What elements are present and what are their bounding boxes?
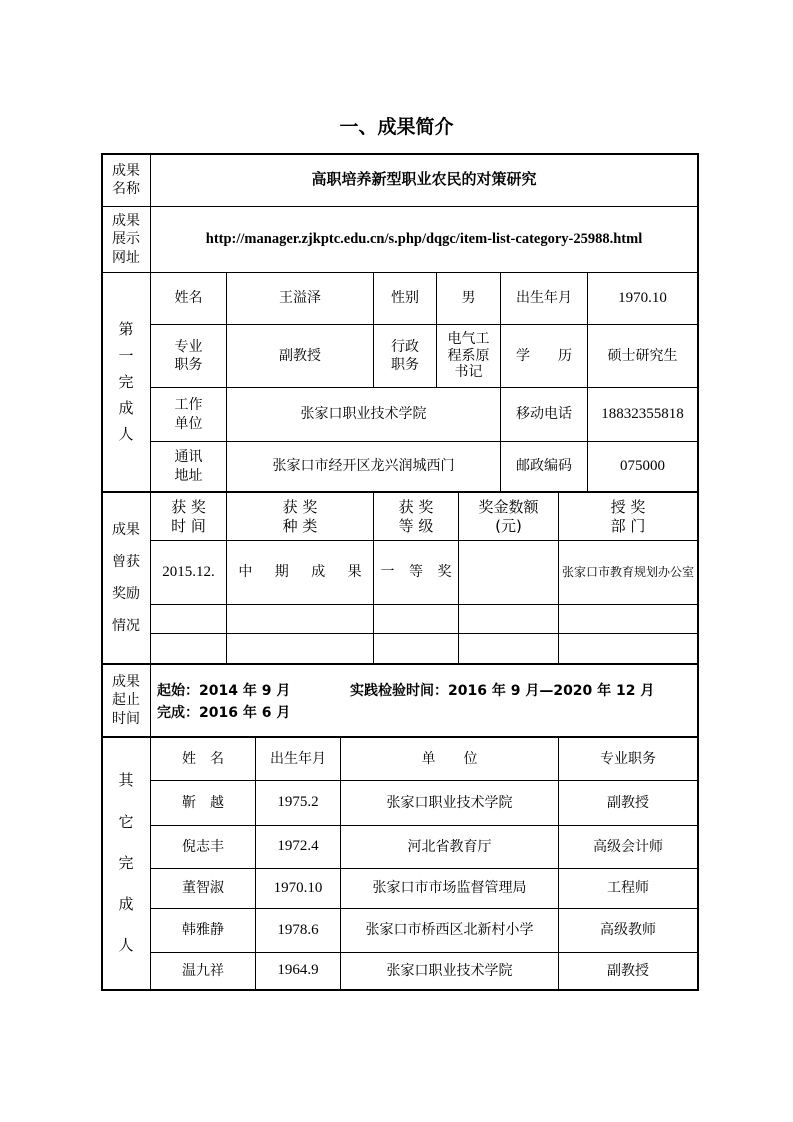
- awards-header-level: [374, 493, 458, 540]
- other-name: 温九祥: [182, 962, 224, 979]
- other-title: 高级教师: [600, 922, 656, 939]
- label-line: 职务: [391, 357, 419, 373]
- label-line: 职务: [174, 357, 203, 373]
- label-line: 奖励: [112, 586, 140, 602]
- award-dept: 张家口市教育规划办公室: [561, 564, 694, 579]
- edu-value: 硕士研究生: [607, 347, 678, 364]
- award-type: 中 期 成 果: [238, 564, 362, 581]
- admin-value: [437, 325, 500, 387]
- other-title: 工程师: [607, 880, 649, 897]
- row-divider: [150, 633, 698, 634]
- row-divider: [101, 663, 698, 665]
- award-amount: [459, 541, 558, 604]
- period-practice: 实践检验时间：2016 年 9 月—2020 年 12 月: [350, 683, 655, 699]
- address-value: 张家口市经开区龙兴润城西门: [272, 458, 455, 475]
- value-line: 书记: [454, 364, 483, 381]
- label-line: 地址: [174, 467, 203, 484]
- header-line: 时 间: [171, 516, 206, 535]
- other-unit: 张家口市市场监督管理局: [372, 880, 527, 897]
- birth-value: 1970.10: [618, 289, 667, 306]
- other-birth: 1978.6: [277, 921, 319, 938]
- header-line: 获 奖: [282, 497, 318, 516]
- other-unit: 张家口市桥西区北新村小学: [365, 922, 534, 939]
- other-unit: 河北省教育厅: [407, 838, 492, 855]
- label-line: 人: [118, 425, 134, 444]
- label-line: 名称: [112, 181, 140, 197]
- header-line: 获 奖: [398, 497, 434, 516]
- gender-label: 性别: [391, 290, 419, 307]
- header-line: 授 奖: [610, 497, 646, 516]
- label-line: 成: [118, 399, 134, 418]
- work-value: 张家口职业技术学院: [300, 406, 427, 423]
- other-unit: 张家口职业技术学院: [386, 962, 513, 979]
- others-header-name: 姓 名: [182, 750, 224, 767]
- gender-value: 男: [461, 290, 476, 307]
- table-border-bottom: [101, 989, 699, 991]
- row-divider: [150, 604, 698, 605]
- url-label: [102, 207, 150, 272]
- label-line: 情况: [112, 618, 140, 635]
- period-start: 起始：2014 年 9 月: [157, 683, 291, 699]
- label-line: 起止: [112, 692, 140, 709]
- birth-label: 出生年月: [516, 290, 572, 307]
- label-line: 成果: [112, 674, 140, 691]
- label-line: 时间: [112, 710, 140, 727]
- award-level: 一 等 奖: [380, 564, 452, 581]
- awards-header-amount: [459, 493, 558, 540]
- awards-header-time: [151, 493, 226, 540]
- label-line: 成果: [112, 162, 140, 179]
- other-unit: 张家口职业技术学院: [386, 794, 513, 811]
- header-line: (元): [495, 516, 522, 535]
- other-birth: 1964.9: [277, 962, 319, 979]
- other-name: 靳 越: [182, 794, 224, 811]
- address-label: [151, 442, 226, 491]
- first-person-label: [102, 273, 150, 491]
- name-label: [102, 154, 150, 206]
- label-line: 它: [118, 812, 134, 831]
- label-line: 完: [118, 853, 134, 872]
- header-line: 部 门: [610, 516, 646, 535]
- label-line: 专业: [174, 338, 203, 355]
- header-line: 获 奖: [171, 497, 206, 516]
- label-line: 曾获: [112, 553, 140, 570]
- label-line: 完: [118, 372, 134, 391]
- label-line: 展示: [112, 231, 140, 248]
- label-line: 通讯: [174, 449, 203, 466]
- others-header-title: 专业职务: [600, 750, 656, 767]
- name-value: 王溢泽: [279, 290, 321, 307]
- label-line: 行政: [391, 338, 419, 355]
- other-name: 董智淑: [182, 880, 224, 897]
- label-line: 成果: [112, 213, 140, 230]
- work-label: [151, 388, 226, 441]
- admin-label: [374, 325, 436, 387]
- table-border-right: [697, 153, 699, 991]
- mobile-label: 移动电话: [516, 406, 572, 423]
- other-title: 副教授: [607, 962, 649, 979]
- title-label: [151, 325, 226, 387]
- value-line: 程系原: [447, 347, 490, 364]
- label-line: 一: [118, 346, 134, 365]
- label-line: 第: [118, 320, 134, 339]
- label-line: 其: [118, 771, 134, 790]
- page-title: 一、成果简介: [339, 116, 454, 138]
- other-title: 副教授: [607, 794, 649, 811]
- achievement-name: 高职培养新型职业农民的对策研究: [311, 170, 537, 189]
- label-line: 成果: [112, 521, 140, 538]
- period-end: 完成：2016 年 6 月: [157, 705, 291, 721]
- achievement-url[interactable]: http://manager.zjkptc.edu.cn/s.php/dqgc/item-list-category-25988.html: [205, 231, 643, 248]
- title-value: 副教授: [279, 347, 321, 364]
- header-line: 种 类: [282, 516, 318, 535]
- label-line: 网址: [112, 249, 140, 266]
- awards-header-type: [227, 493, 373, 540]
- header-line: 奖金数额: [478, 497, 539, 516]
- label-line: 成: [118, 895, 134, 914]
- value-line: 电气工: [447, 330, 490, 347]
- others-header-birth: 出生年月: [270, 750, 326, 767]
- header-line: 等 级: [398, 516, 434, 535]
- other-birth: 1970.10: [273, 879, 323, 896]
- edu-label: 学 历: [516, 347, 572, 364]
- others-label: [102, 738, 150, 989]
- postcode-label: 邮政编码: [516, 458, 572, 475]
- other-birth: 1975.2: [277, 794, 319, 811]
- other-title: 高级会计师: [593, 838, 663, 855]
- awards-header-dept: [559, 493, 697, 540]
- mobile-value: 18832355818: [601, 405, 684, 422]
- label-line: 人: [118, 936, 134, 955]
- other-name: 倪志丰: [182, 838, 224, 855]
- awards-label: [102, 493, 150, 663]
- postcode-value: 075000: [620, 457, 665, 474]
- other-birth: 1972.4: [277, 838, 319, 855]
- period-label: [102, 665, 150, 736]
- label-line: 单位: [174, 415, 203, 432]
- others-header-unit: 单 位: [421, 750, 478, 767]
- other-name: 韩雅静: [182, 922, 224, 939]
- label-line: 工作: [174, 397, 203, 414]
- award-time: 2015.12.: [162, 563, 215, 580]
- name-field-label: 姓名: [174, 290, 203, 307]
